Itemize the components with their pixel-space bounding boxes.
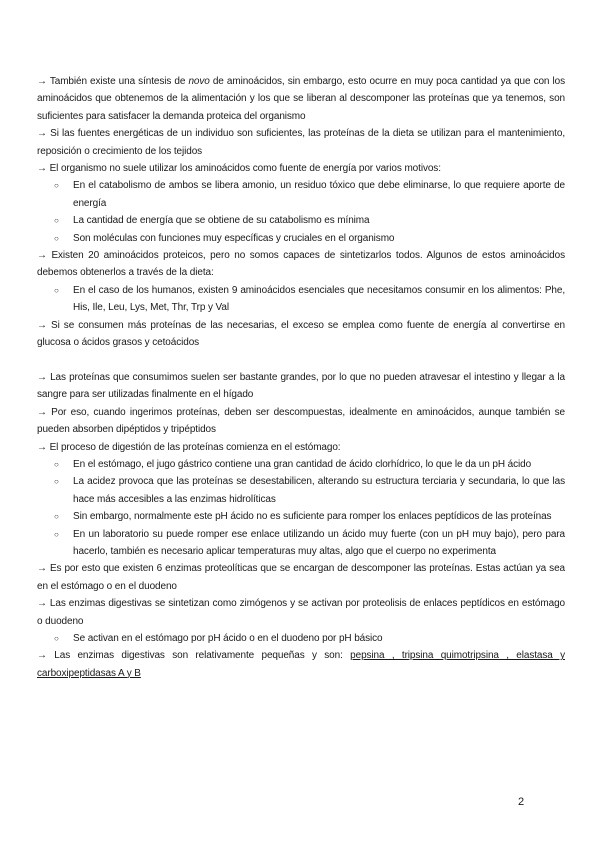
list-item: ○ En el caso de los humanos, existen 9 aminoácidos esenciales que necesitamos consumir en los alimentos: Phe, His, Ile, Leu, Lys, Met, Thr, Trp y Val [37, 282, 565, 317]
list-item: ○ La acidez provoca que las proteínas se desestabilicen, alterando su estructura terciaria y secundaria, lo que las hace más accesibles a las enzimas hidrolíticas [37, 473, 565, 508]
paragraph-fuentes-energeticas: → Si las fuentes energéticas de un individuo son suficientes, las proteínas de la dieta se utilizan para el mantenimiento, reposición o crecimiento de los tejidos [37, 128, 565, 157]
list-item: ○ Son moléculas con funciones muy específicas y cruciales en el organismo [37, 230, 565, 247]
list-item: ○ En el estómago, el jugo gástrico contiene una gran cantidad de ácido clorhídrico, lo que le da un pH ácido [37, 456, 565, 473]
paragraph-descomposicion: → Por eso, cuando ingerimos proteínas, deben ser descompuestas, idealmente en aminoácidos, aunque también se pueden absorben dipéptidos y tripéptidos [37, 406, 565, 436]
paragraph-zimogenos: → Las enzimas digestivas se sintetizan como zimógenos y se activan por proteolisis de enlaces peptídicos en estómago o duodeno [37, 598, 565, 627]
list-item: ○ En el catabolismo de ambos se libera amonio, un residuo tóxico que debe eliminarse, lo que requiere aporte de energía [37, 177, 565, 212]
italic-term: novo [188, 76, 210, 87]
paragraph-exceso-proteinas: → Si se consumen más proteínas de las necesarias, el exceso se emplea como fuente de energía al convertirse en glucosa o ácidos grasos y cetoácidos [37, 319, 565, 349]
list-item: ○ Sin embargo, normalmente este pH ácido no es suficiente para romper los enlaces peptídicos de las proteínas [37, 508, 565, 525]
underlined-enzyme-list: pepsina , tripsina quimotripsina , elastasa y carboxipeptidasas A y B [37, 650, 565, 679]
text-span: de aminoácidos, sin embargo, esto ocurre en muy poca cantidad ya que con los aminoácidos que obtenemos de la alimentación y los que se liberan al descomponer las proteínas que ya tenemos, son suficientes para satisfacer la demanda proteica del organismo [37, 76, 565, 122]
list-motivos [37, 177, 565, 247]
list-item: ○ Se activan en el estómago por pH ácido o en el duodeno por pH básico [37, 630, 565, 647]
paragraph-spacer [37, 352, 565, 369]
paragraph-digestion-estomago: → El proceso de digestión de las proteínas comienza en el estómago: [37, 441, 341, 453]
list-digestion [37, 456, 565, 560]
paragraph-enzimas-digestivas [37, 647, 565, 682]
text-span: → También existe una síntesis de [37, 76, 189, 87]
paragraph-motivos: → El organismo no suele utilizar los aminoácidos como fuente de energía por varios motivos: [37, 163, 441, 175]
page-content [37, 73, 565, 682]
paragraph-enzimas-proteoliticas: → Es por esto que existen 6 enzimas proteolíticas que se encargan de descomponer las proteínas. Estas actúan ya sea en el estómago o en el duodeno [37, 563, 565, 592]
page-number: 2 [518, 796, 525, 808]
text-span: → Las enzimas digestivas son relativamente pequeñas y son: [37, 650, 351, 662]
list-item: ○ La cantidad de energía que se obtiene de su catabolismo es mínima [37, 212, 565, 229]
list-item: ○ En un laboratorio su puede romper ese enlace utilizando un ácido muy fuerte (con un pH muy bajo), pero para hacerlo, también es necesario aplicar temperaturas muy altas, algo que el cuerpo no experimenta [37, 526, 565, 561]
list-esenciales [37, 282, 565, 317]
paragraph-aminoacidos-proteicos: → Existen 20 aminoácidos proteicos, pero no somos capaces de sintetizarlos todos. Algunos de estos aminoácidos debemos obtenerlos a través de la dieta: [37, 250, 565, 279]
list-activacion [37, 630, 565, 647]
paragraph-proteinas-grandes: → Las proteínas que consumimos suelen ser bastante grandes, por lo que no pueden atravesar el intestino y llegar a la sangre para ser utilizadas finalmente en el hígado [37, 371, 565, 401]
paragraph-sintesis-de-novo [37, 73, 565, 125]
